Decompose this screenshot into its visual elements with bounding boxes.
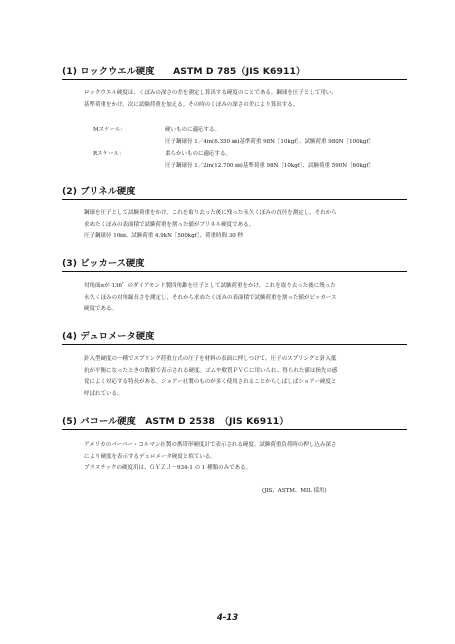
scale-line: 柔らかいものに適応する。 (165, 151, 232, 157)
section-rockwell (62, 66, 407, 80)
body-line: 覚によく対応する特長がある。ショアー社製のものが多く使用されることからしばしばショアー硬度と (84, 379, 337, 386)
scale-line: 圧子鋼球径 1／2in(12.700 ㎜)基準荷重 98N［10kgf］、試験荷重 590N［60kgf］ (165, 163, 374, 169)
body-line: により硬度を表示するデュロメータ硬度と似ている。 (84, 453, 216, 460)
section-vickers (62, 258, 407, 272)
body-line: プラスチックの硬度用は、ＧＹＺＪ－934-1 の 1 種類のみである。 (84, 465, 252, 472)
heading-rule (62, 344, 407, 345)
body-line: ロックウエル硬度は、くぼみの深さの差を測定し算出する硬度のことである。鋼球を圧子として用い、 (84, 90, 337, 96)
scale-line: 圧子鋼球径 1／4in(6.350 ㎜)基準荷重 98N［10kgf］、試験荷重 980N［100kgf］ (165, 139, 374, 145)
body-line: 鋼球を圧子として試験荷重をかけ、これを取り去った後に残った永久くぼみの直径を測定し、それから (84, 210, 337, 216)
section-body (84, 281, 406, 316)
body-line: 求めたくぼみの表面積で試験荷重を割った値がブリネル硬度である。 (84, 221, 255, 228)
section-barcol (62, 416, 407, 430)
body-line: 硬度である。 (84, 306, 118, 313)
section-body (84, 88, 406, 111)
standards-note: (JIS、ASTM、MIL 採用) (262, 488, 327, 494)
heading-rule (62, 199, 407, 200)
section-heading: (1) ロックウエル硬度 ASTM D 785（JIS K6911） (62, 66, 306, 77)
heading-rule (62, 429, 407, 430)
section-body (84, 440, 406, 475)
section-body (84, 354, 406, 400)
body-line: 抗が平衡になったときの数値で表示される硬度。ゴムや軟質ＰＶＣに用いられ、得られた値は指先の感 (84, 367, 338, 374)
body-line: 圧子鋼球径 10㎜、試験荷重 4.9kN［500kgf］、荷重時間 30 秒 (84, 233, 244, 240)
section-brinell (62, 186, 407, 200)
scale-label: Mスケール： (93, 127, 127, 133)
body-line: 呼ばれている。 (84, 390, 123, 397)
scale-line: 硬いものに適応する。 (165, 127, 221, 133)
heading-rule (62, 79, 407, 80)
scale-label: Rスケール： (93, 151, 125, 157)
body-line: 対角面αが 136゜のダイアモンド製四角錐を圧子として試験荷重をかけ、これを取り去った後に残った (84, 283, 336, 289)
section-heading: (2) ブリネル硬度 (62, 186, 136, 197)
section-body (84, 208, 406, 243)
section-heading: (5) バコール硬度 ASTM D 2538 （JIS K6911） (62, 416, 289, 427)
section-heading: (4) デュロメータ硬度 (62, 331, 155, 342)
body-line: 針入型硬度の一種でスプリング荷重方式の圧子を材料の表面に押しつけて、圧子のスプリングと針入抵 (84, 356, 337, 362)
section-heading: (3) ビッカース硬度 (62, 258, 145, 269)
heading-rule (62, 271, 407, 272)
body-line: 基準荷重をかけ、次に試験荷重を加える。その時のくぼみの深さの差により算出する。 (84, 101, 299, 108)
page-number: 4-13 (216, 613, 239, 623)
body-line: アメリカのバーバー・コルマン社製の携帯形硬度計で表示される硬度。試験荷重負荷時の押し込み深さ (84, 442, 337, 448)
section-durometer (62, 331, 407, 345)
body-line: 永久くぼみの対角線長さを測定し、それから求めたくぼみの表面積で試験荷重を割った値がビッカース (84, 294, 337, 301)
